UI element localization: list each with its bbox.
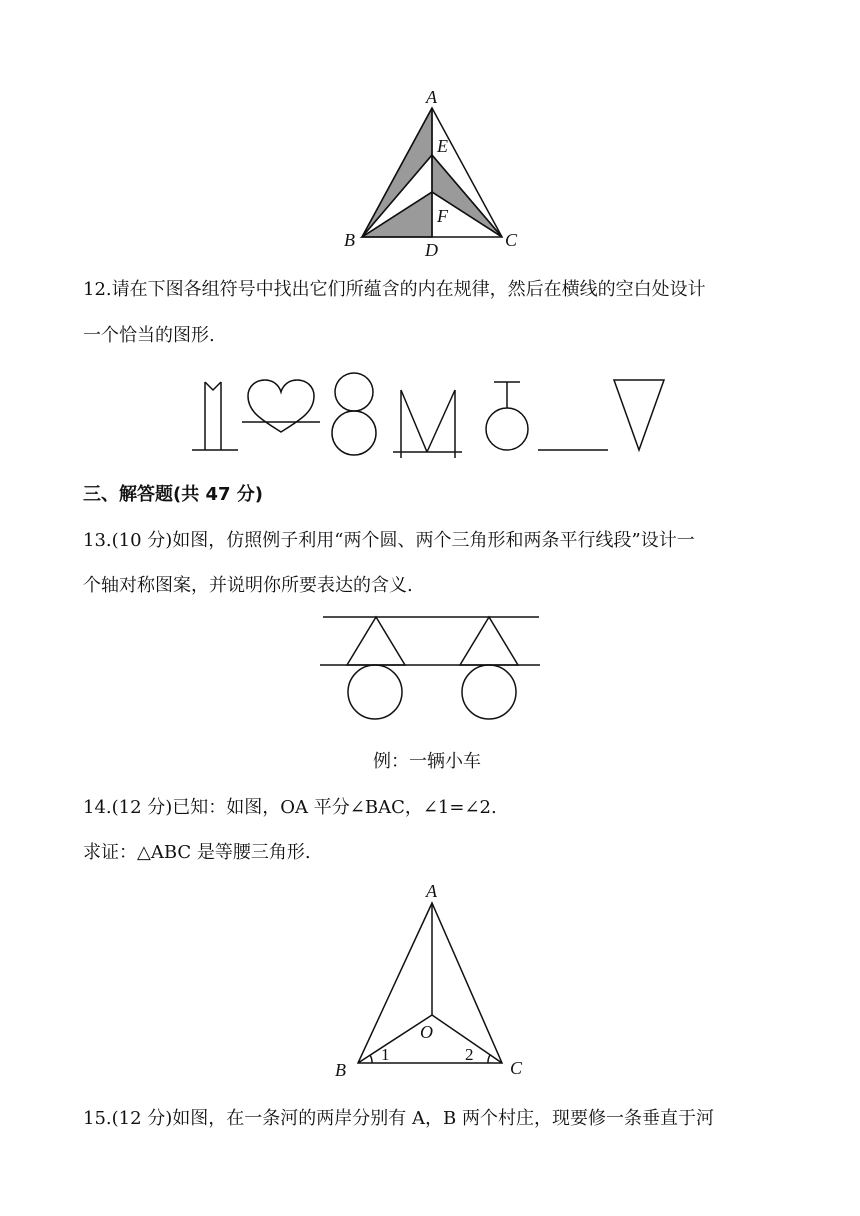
car-example-figure [0, 610, 860, 740]
question-14-line-1: 14.(12 分)已知：如图，OA 平分∠BAC，∠1=∠2. [83, 797, 497, 818]
triangle-right [460, 617, 518, 665]
question-14-line-2: 求证：△ABC 是等腰三角形. [83, 842, 311, 863]
triangle-abc-o-figure [0, 870, 860, 1090]
question-13-line-1: 13.(10 分)如图，仿照例子利用“两个圆、两个三角形和两条平行线段”设计一 [83, 530, 695, 551]
label-a: A [426, 881, 437, 901]
figure-triangle-aefbdc [0, 0, 860, 260]
symbol-circle-stem [486, 382, 528, 450]
label-c: C [505, 230, 518, 250]
wheel-left [348, 665, 402, 719]
figure-caption-car: 例：一辆小车 [373, 751, 481, 772]
symbol-m [393, 390, 462, 458]
wheel-right [462, 665, 516, 719]
angle-1-label: 1 [381, 1045, 390, 1064]
question-15-line-1: 15.(12 分)如图，在一条河的两岸分别有 A，B 两个村庄，现要修一条垂直于河 [83, 1108, 714, 1129]
label-o: O [420, 1022, 433, 1042]
label-c: C [510, 1058, 523, 1078]
question-12-line-2: 一个恰当的图形. [83, 325, 215, 346]
question-12-line-1: 12.请在下图各组符号中找出它们所蕴含的内在规律，然后在横线的空白处设计 [83, 279, 706, 300]
section-3-heading: 三、解答题(共 47 分) [83, 484, 264, 505]
symbol-notched-bar [192, 382, 238, 450]
label-f: F [437, 206, 448, 226]
label-b: B [344, 230, 355, 250]
angle-2-arc [488, 1055, 490, 1063]
symbol-inverted-triangle [614, 380, 664, 450]
question-13-line-2: 个轴对称图案，并说明你所要表达的含义. [83, 575, 413, 596]
symbol-heart [242, 380, 320, 432]
symbol-sequence-figure [0, 370, 860, 470]
symbol-eight [332, 373, 376, 455]
label-e: E [437, 136, 448, 156]
label-a: A [426, 87, 437, 107]
angle-1-arc [370, 1055, 372, 1063]
angle-2-label: 2 [465, 1045, 474, 1064]
label-d: D [425, 240, 438, 260]
label-b: B [335, 1060, 346, 1080]
triangle-left [347, 617, 405, 665]
